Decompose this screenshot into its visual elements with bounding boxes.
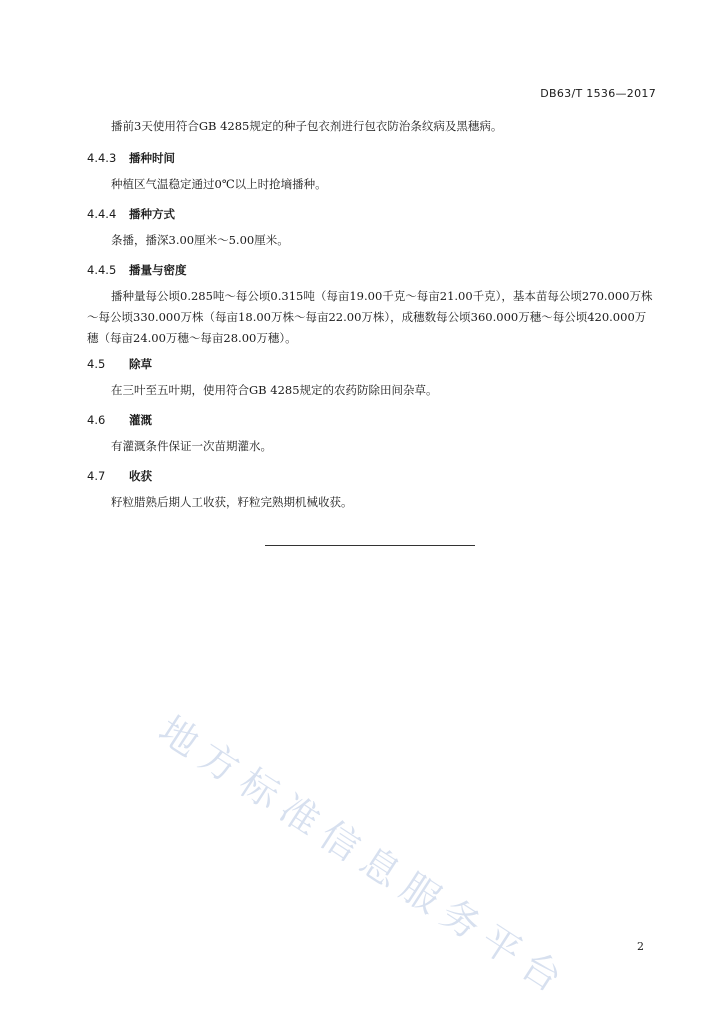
section-title: 播种时间 <box>129 151 175 165</box>
section-4-4-3-text: 种植区气温稳定通过0℃以上时抢墒播种。 <box>111 177 327 191</box>
section-number: 4.6 <box>87 413 106 427</box>
page-number: 2 <box>637 940 644 953</box>
end-of-document-rule <box>265 545 475 546</box>
section-4-4-5-heading <box>87 262 187 278</box>
document-code: DB63/T 1536—2017 <box>540 87 656 100</box>
section-number: 4.4.4 <box>87 207 117 221</box>
section-title: 灌溉 <box>129 413 152 427</box>
section-4-6-text: 有灌溉条件保证一次苗期灌水。 <box>111 439 272 453</box>
section-4-4-5-text: 播种量每公顷0.285吨～每公顷0.315吨（每亩19.00千克～每亩21.00千克），基本苗每公顷270.000万株～每公顷330.000万株（每亩18.00万株～每亩22.00万株），成穗数每公顷360.000万穗～每公顷420.000万穗（每亩24.00万穗～每亩28.00万穗）。 <box>87 289 653 345</box>
section-4-6-heading <box>87 412 152 428</box>
section-number: 4.7 <box>87 469 106 483</box>
section-number: 4.4.3 <box>87 151 117 165</box>
section-4-4-4-text: 条播，播深3.00厘米～5.00厘米。 <box>111 233 289 247</box>
section-4-7-heading <box>87 468 152 484</box>
section-4-4-3-heading <box>87 150 175 166</box>
section-title: 播种方式 <box>129 207 175 221</box>
section-title: 收获 <box>129 469 152 483</box>
section-4-5-text: 在三叶至五叶期，使用符合GB 4285规定的农药防除田间杂草。 <box>111 383 438 397</box>
section-title: 播量与密度 <box>129 263 187 277</box>
section-number: 4.4.5 <box>87 263 117 277</box>
section-4-7-text: 籽粒腊熟后期人工收获，籽粒完熟期机械收获。 <box>111 495 353 509</box>
watermark: 地方标准信息服务平台 <box>151 707 578 1006</box>
section-title: 除草 <box>129 357 152 371</box>
section-number: 4.5 <box>87 357 106 371</box>
section-4-4-4-heading <box>87 206 175 222</box>
intro-paragraph: 播前3天使用符合GB 4285规定的种子包衣剂进行包衣防治条纹病及黑穗病。 <box>111 119 503 133</box>
section-4-5-heading <box>87 356 152 372</box>
